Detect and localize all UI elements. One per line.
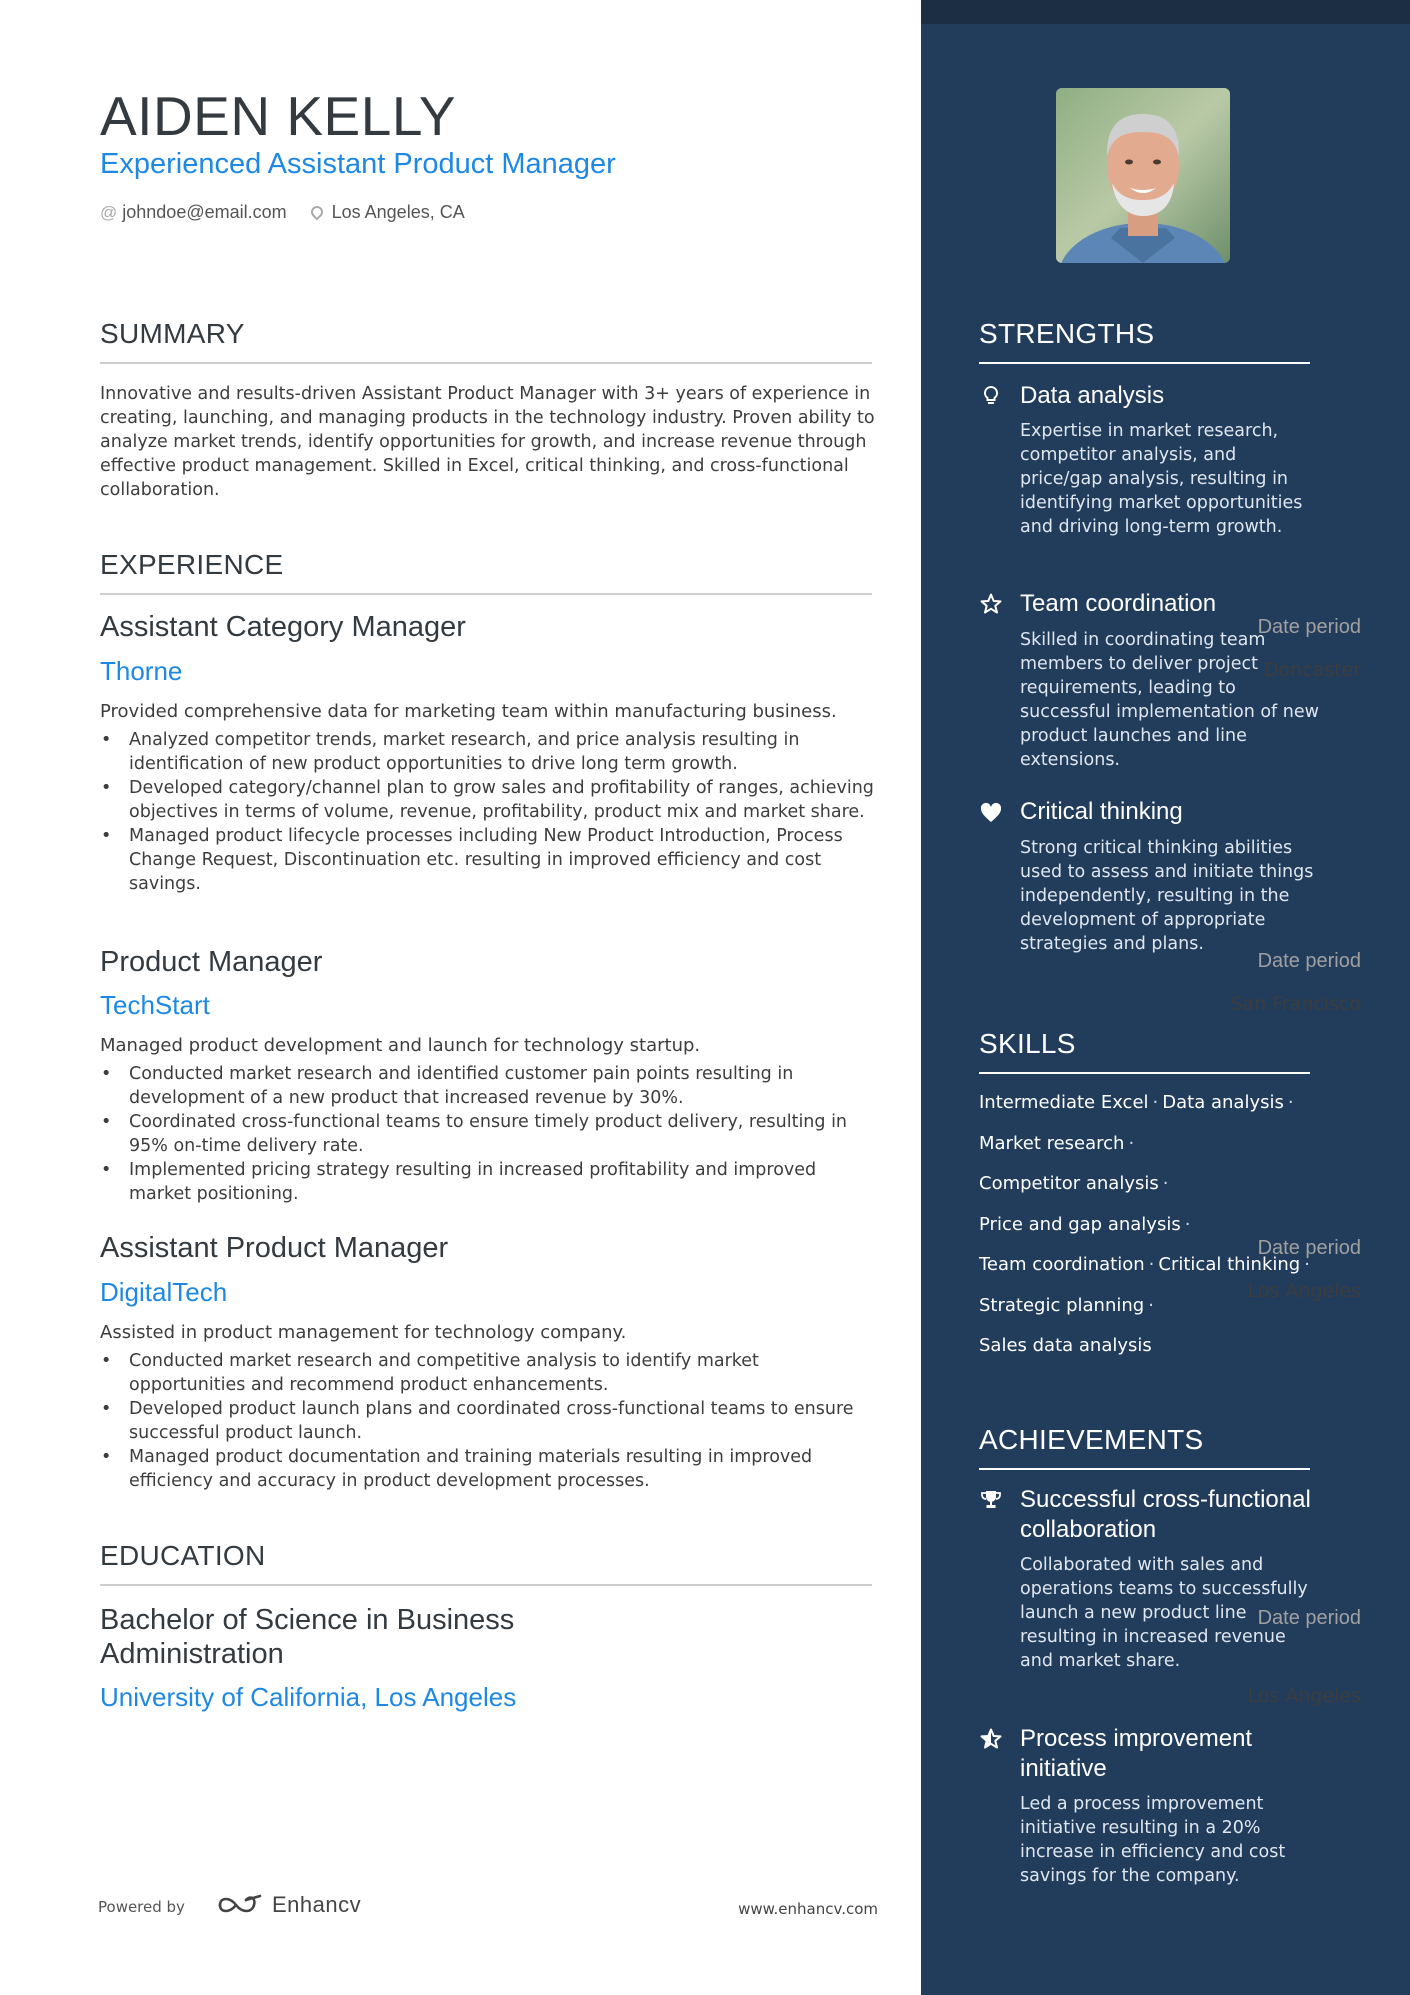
job-location: San Francisco — [1230, 993, 1361, 1015]
location-pin-icon — [308, 203, 325, 220]
star-half-icon — [979, 1727, 1003, 1751]
profile-photo — [1056, 88, 1230, 263]
list-item: • Developed product launch plans and coordinated cross-functional teams to ensure successful product launch. — [100, 1397, 880, 1445]
achievements-heading: ACHIEVEMENTS — [979, 1424, 1310, 1470]
heart-icon — [979, 801, 1003, 825]
education-heading: EDUCATION — [100, 1540, 872, 1586]
education-location: Los Angeles — [1247, 1685, 1361, 1707]
sidebar-top-bar — [921, 0, 1410, 24]
skills-row: Market research · — [979, 1133, 1135, 1154]
job-bullets — [100, 1349, 880, 1493]
skill-item: Price and gap analysis — [979, 1214, 1181, 1235]
strengths-heading: STRENGTHS — [979, 318, 1310, 364]
skills-row: Intermediate Excel · Data analysis · — [979, 1092, 1294, 1113]
strength-title: Team coordination — [1020, 590, 1217, 617]
job-bullets — [100, 1062, 880, 1206]
candidate-name: AIDEN KELLY — [100, 85, 457, 147]
strength-title: Data analysis — [1020, 382, 1165, 409]
experience-heading: EXPERIENCE — [100, 549, 872, 595]
strength-text: Skilled in coordinating team members to deliver project requirements, leading to successful implementation of new product launches and line extensions. — [1020, 630, 1319, 770]
list-item: • Analyzed competitor trends, market research, and price analysis resulting in identification of new product opportunities to drive long term growth. — [100, 728, 880, 776]
company-name[interactable]: DigitalTech — [100, 1277, 228, 1307]
at-icon: @ — [100, 202, 118, 222]
list-item: • Coordinated cross-functional teams to ensure timely product delivery, resulting in 95% on-time delivery rate. — [100, 1110, 880, 1158]
company-name[interactable]: TechStart — [100, 990, 210, 1020]
skill-item: Team coordination — [979, 1254, 1145, 1275]
candidate-title: Experienced Assistant Product Manager — [100, 148, 616, 180]
skill-item: Intermediate Excel — [979, 1092, 1149, 1113]
skill-item: Market research — [979, 1133, 1125, 1154]
powered-by-label: Powered by — [98, 1898, 185, 1916]
company-name[interactable]: Thorne — [100, 656, 183, 686]
profile-photo-image — [1056, 88, 1230, 263]
skill-item: Strategic planning — [979, 1295, 1145, 1316]
list-item: • Conducted market research and identified customer pain points resulting in development of a new product that increased revenue by 30%. — [100, 1062, 880, 1110]
job-bullets — [100, 728, 880, 896]
summary-heading: SUMMARY — [100, 318, 872, 364]
job-description: Assisted in product management for technology company. — [100, 1322, 627, 1343]
trophy-icon — [979, 1488, 1003, 1512]
job-description: Managed product development and launch for technology startup. — [100, 1035, 701, 1056]
enhancv-logo[interactable] — [216, 1892, 361, 1918]
job-date: Date period — [1257, 950, 1361, 972]
enhancv-brand: Enhancv — [272, 1892, 362, 1917]
achievement-text: Collaborated with sales and operations teams to successfully launch a new product line resulting in increased revenue and market share. — [1020, 1555, 1308, 1671]
achievement-title: Process improvement initiative — [1020, 1725, 1253, 1782]
list-item: • Managed product lifecycle processes including New Product Introduction, Process Change Request, Discontinuation etc. resulting in improved efficiency and cost savings. — [100, 824, 880, 896]
strength-title: Critical thinking — [1020, 798, 1183, 825]
job-title: Assistant Product Manager — [100, 1232, 449, 1264]
job-location: Doncaster — [1263, 659, 1361, 681]
degree-title: Bachelor of Science in Business Administration — [100, 1604, 515, 1670]
skill-item: Critical thinking — [1158, 1254, 1301, 1275]
lightbulb-icon — [979, 384, 1003, 408]
list-item: • Conducted market research and competitive analysis to identify market opportunities and recommend product enhancements. — [100, 1349, 880, 1397]
skills-row: Strategic planning · — [979, 1295, 1154, 1316]
strength-text: Expertise in market research, competitor analysis, and price/gap analysis, resulting in identifying market opportunities and driving long-term growth. — [1020, 421, 1303, 537]
achievement-text: Led a process improvement initiative resulting in a 20% increase in efficiency and cost savings for the company. — [1020, 1794, 1286, 1886]
job-title: Product Manager — [100, 946, 323, 978]
job-location: Los Angeles — [1247, 1280, 1361, 1302]
summary-text: Innovative and results-driven Assistant Product Manager with 3+ years of experience in creating, launching, and managing products in the technology industry. Proven ability to analyze market trends, identify opportunities for growth, and increase revenue through effective product management. Skilled in Excel, critical thinking, and cross-functional collaboration. — [100, 384, 875, 500]
skills-row: Price and gap analysis · — [979, 1214, 1191, 1235]
email-link[interactable]: johndoe@email.com — [122, 202, 287, 222]
list-item: • Implemented pricing strategy resulting in increased profitability and improved market positioning. — [100, 1158, 880, 1206]
skill-item: Data analysis — [1162, 1092, 1284, 1113]
skills-row: Competitor analysis · — [979, 1173, 1169, 1194]
job-date: Date period — [1257, 1237, 1361, 1259]
list-item: • Developed category/channel plan to grow sales and profitability of ranges, achieving objectives in terms of volume, revenue, profitability, product mix and market share. — [100, 776, 880, 824]
skill-item: Sales data analysis — [979, 1335, 1152, 1356]
footer-url[interactable]: www.enhancv.com — [738, 1900, 878, 1918]
enhancv-logo-icon — [216, 1892, 264, 1918]
contact-row — [100, 202, 465, 223]
school-name[interactable]: University of California, Los Angeles — [100, 1682, 517, 1712]
strength-text: Strong critical thinking abilities used to assess and initiate things independently, resulting in the development of appropriate strategies and plans. — [1020, 838, 1314, 954]
list-item: • Managed product documentation and training materials resulting in improved efficiency and accuracy in product development processes. — [100, 1445, 880, 1493]
skills-heading: SKILLS — [979, 1028, 1310, 1074]
achievement-title: Successful cross-functional collaboration — [1020, 1486, 1311, 1543]
job-date: Date period — [1257, 616, 1361, 638]
job-description: Provided comprehensive data for marketing team within manufacturing business. — [100, 701, 837, 722]
skills-row — [979, 1335, 1152, 1356]
job-title: Assistant Category Manager — [100, 611, 466, 643]
skill-item: Competitor analysis — [979, 1173, 1159, 1194]
education-date: Date period — [1257, 1607, 1361, 1629]
skills-row: Team coordination · Critical thinking · — [979, 1254, 1310, 1275]
location-text: Los Angeles, CA — [331, 202, 465, 222]
star-outline-icon — [979, 592, 1003, 616]
